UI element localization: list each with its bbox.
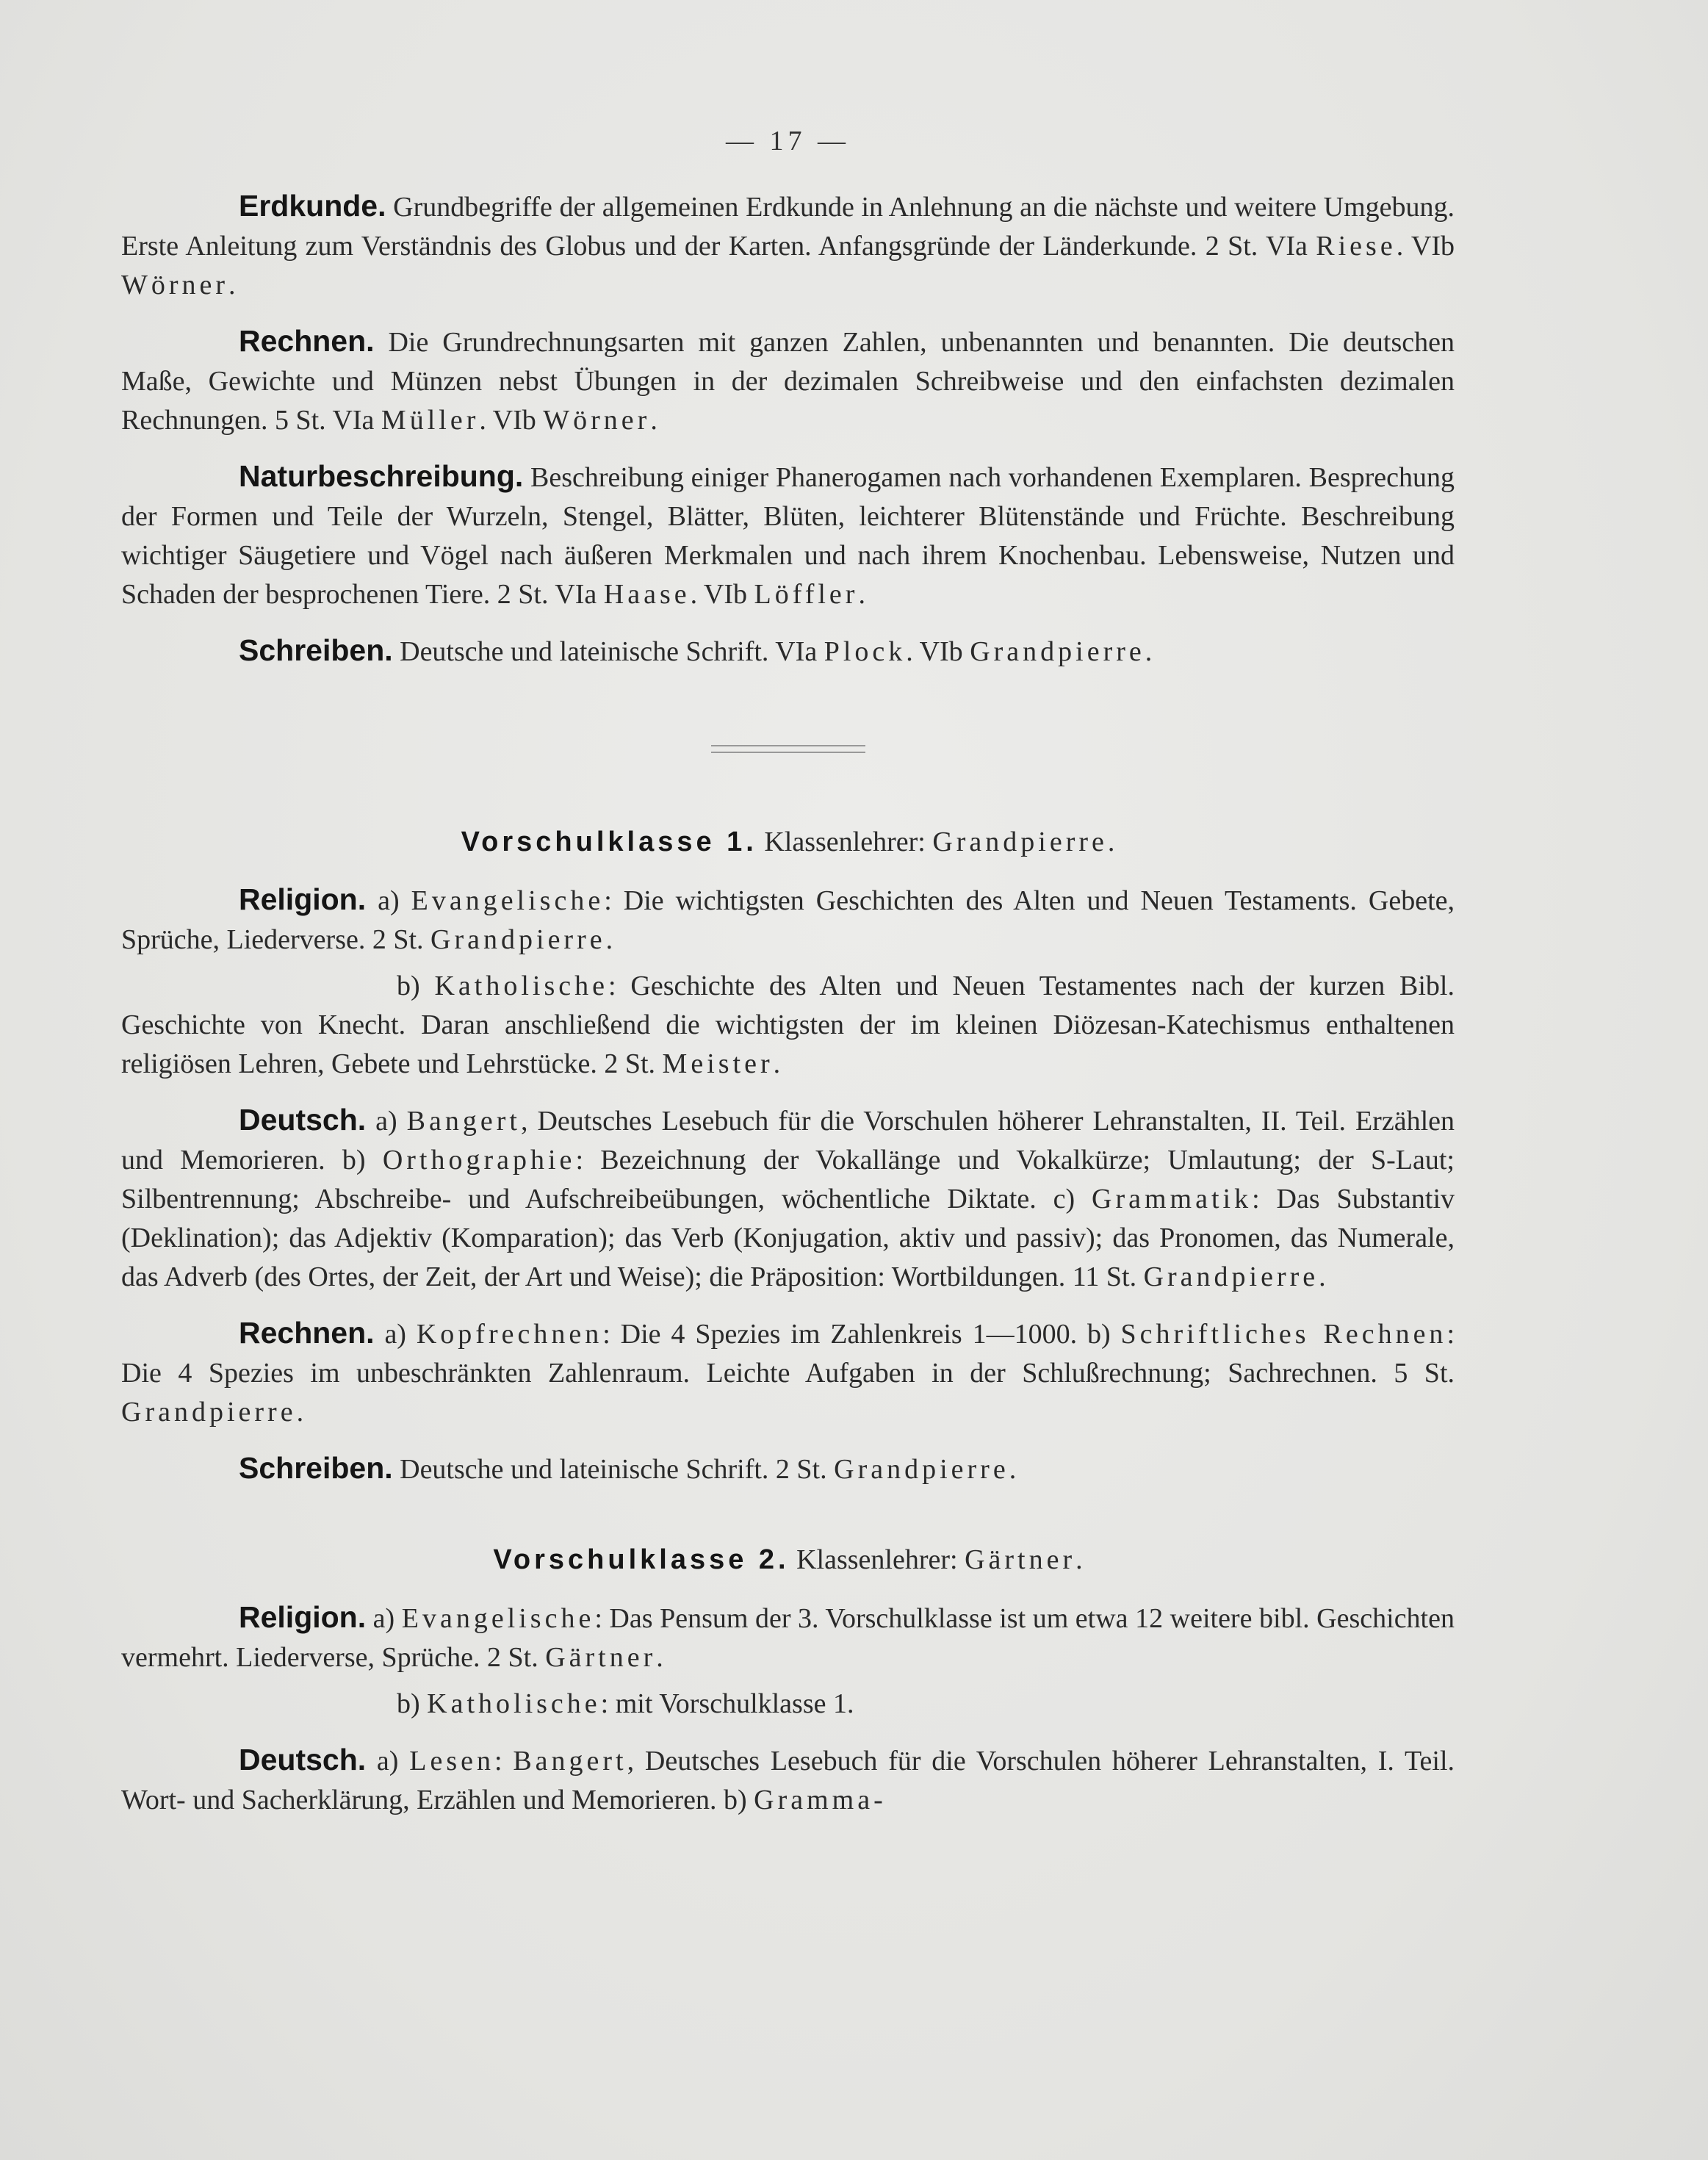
vk2-religion-a: Religion. a) Evangelische: Das Pensum der 3. Vorschulklasse ist um etwa 12 weitere bibl. Geschichten vermehrt. Liederverse, Sprüche. 2 St. Gärtner. bbox=[121, 1600, 1455, 1673]
vk2-deutsch: Deutsch. a) Lesen: Bangert, Deutsches Lesebuch für die Vorschulen höherer Lehranstalten, I. Teil. Wort- und Sacherklärung, Erzählen und Memorieren. b) Gramma- bbox=[121, 1743, 1455, 1815]
teacher-name: Plock bbox=[824, 636, 907, 667]
section-heading: Deutsch. bbox=[239, 1103, 367, 1137]
class-title: Vorschulklasse 1. bbox=[461, 827, 757, 857]
section-heading: Erdkunde. bbox=[239, 189, 386, 223]
teacher-name: Grandpierre bbox=[1143, 1261, 1319, 1292]
teacher-name: Grandpierre bbox=[834, 1454, 1009, 1485]
class-title: Vorschulklasse 2. bbox=[493, 1544, 790, 1575]
class-heading-vk1: Vorschulklasse 1. Klassenlehrer: Grandpierre. bbox=[461, 827, 1115, 857]
teacher-name: Grandpierre bbox=[932, 827, 1108, 857]
teacher-name: Gärtner bbox=[545, 1642, 657, 1673]
section-heading: Religion. bbox=[239, 1600, 367, 1634]
section-heading: Schreiben. bbox=[239, 633, 393, 667]
section-heading: Naturbeschreibung. bbox=[239, 459, 524, 493]
teacher-name: Müller bbox=[381, 405, 480, 436]
vk1-schreiben: Schreiben. Deutsche und lateinische Schrift. 2 St. Grandpierre. bbox=[239, 1451, 1017, 1485]
teacher-name: Haase bbox=[603, 579, 691, 610]
teacher-name: Riese bbox=[1316, 231, 1397, 262]
vk1-religion-b: b) Katholische: Geschichte des Alten und Neuen Testamentes nach der kurzen Bibl. Geschichte von Knecht. Daran anschließend die wichtigsten der im kleinen Diözesan-Katechismus enthaltenen religiösen Lehren, Gebete und Lehrstücke. 2 St. Meister. bbox=[121, 971, 1455, 1079]
section-heading: Rechnen. bbox=[239, 324, 375, 358]
teacher-name: Grandpierre bbox=[970, 636, 1145, 667]
teacher-name: Wörner bbox=[543, 405, 651, 436]
section-erdkunde: Erdkunde. Grundbegriffe der allgemeinen Erdkunde in Anlehnung an die nächste und weitere Umgebung. Erste Anleitung zum Verständnis des Globus und der Karten. Anfangsgründe der Länderkunde. 2 St. VIa Riese. VIb Wörner. bbox=[121, 189, 1455, 300]
section-schreiben: Schreiben. Deutsche und lateinische Schrift. VIa Plock. VIb Grandpierre. bbox=[239, 633, 1153, 667]
teacher-name: Wörner bbox=[121, 270, 229, 300]
section-heading: Religion. bbox=[239, 882, 367, 916]
teacher-name: Meister bbox=[662, 1048, 774, 1079]
section-heading: Rechnen. bbox=[239, 1316, 375, 1350]
section-naturbeschreibung: Naturbeschreibung. Beschreibung einiger Phanerogamen nach vorhandenen Exemplaren. Besprechung der Formen und Teile der Wurzeln, Stengel, Blätter, Blüten, leichterer Blütenstände und Früchte. Beschreibung wichtiger Säugetiere und Vögel nach äußeren Merkmalen und nach ihrem Knochenbau. Lebensweise, Nutzen und Schaden der besprochenen Tiere. 2 St. VIa Haase. VIb Löffler. bbox=[121, 459, 1455, 610]
section-rechnen: Rechnen. Die Grundrechnungsarten mit ganzen Zahlen, unbenannten und benannten. Die deutschen Maße, Gewichte und Münzen nebst Übungen in der dezimalen Schreibweise und den einfachsten dezimalen Rechnungen. 5 St. VIa Müller. VIb Wörner. bbox=[121, 324, 1455, 436]
vk1-religion-a: Religion. a) Evangelische: Die wichtigsten Geschichten des Alten und Neuen Testaments. Gebete, Sprüche, Liederverse. 2 St. Grandpierre. bbox=[121, 882, 1455, 955]
section-heading: Schreiben. bbox=[239, 1451, 393, 1485]
class-heading-vk2: Vorschulklasse 2. Klassenlehrer: Gärtner. bbox=[493, 1544, 1083, 1575]
teacher-name: Löffler bbox=[754, 579, 859, 610]
teacher-name: Grandpierre bbox=[430, 924, 606, 955]
section-heading: Deutsch. bbox=[239, 1743, 367, 1776]
vk1-deutsch: Deutsch. a) Bangert, Deutsches Lesebuch für die Vorschulen höherer Lehranstalten, II. Teil. Erzählen und Memorieren. b) Orthographie: Bezeichnung der Vokallänge und Vokalkürze; Umlautung; der S-Laut; Silbentrennung; Abschreibe- und Aufschreibeübungen, wöchentliche Diktate. c) Grammatik: Das Substantiv (Deklination); das Adjektiv (Komparation); das Verb (Konjugation, aktiv und passiv); das Pronomen, das Numerale, das Adverb (des Ortes, der Zeit, der Art und Weise); die Präposition: Wortbildungen. 11 St. Grandpierre. bbox=[121, 1103, 1455, 1292]
vk2-religion-b: b) Katholische: mit Vorschulklasse 1. bbox=[397, 1688, 854, 1719]
document-body bbox=[121, 125, 1455, 1837]
divider-rule bbox=[711, 745, 865, 753]
vk1-rechnen: Rechnen. a) Kopfrechnen: Die 4 Spezies im Zahlenkreis 1—1000. b) Schriftliches Rechnen: Die 4 Spezies im unbeschränkten Zahlenraum. Leichte Aufgaben in der Schlußrechnung; Sachrechnen. 5 St. Grandpierre. bbox=[121, 1316, 1455, 1428]
teacher-name: Gärtner bbox=[965, 1544, 1076, 1575]
teacher-name: Grandpierre bbox=[121, 1397, 297, 1428]
page-number: — 17 — bbox=[726, 126, 850, 156]
